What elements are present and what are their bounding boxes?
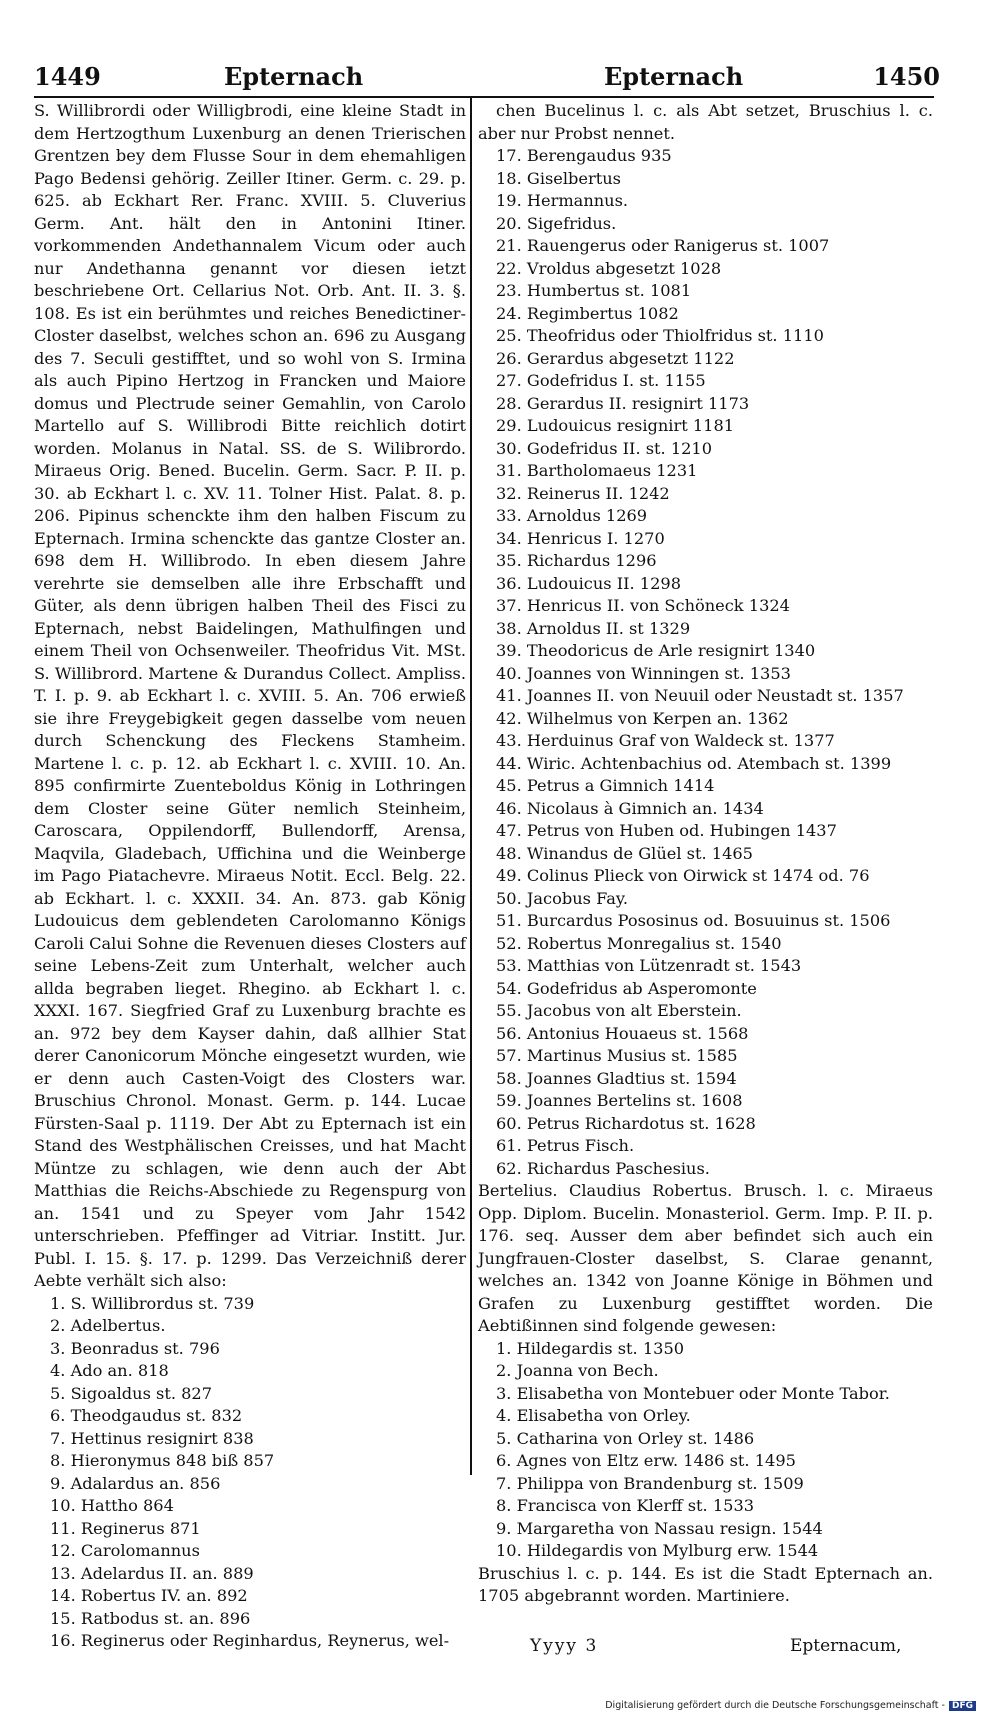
list-item: 2. Adelbertus. (50, 1316, 166, 1335)
list-item: 3. Beonradus st. 796 (50, 1338, 220, 1358)
list-item: 7. Philippa von Brandenburg st. 1509 (496, 1473, 804, 1493)
column-divider (470, 98, 472, 1475)
list-item: 23. Humbertus st. 1081 (496, 281, 692, 300)
list-item: 11. Reginerus 871 (50, 1518, 201, 1538)
page-header (34, 62, 940, 96)
list-item: 8. Hieronymus 848 biß 857 (50, 1451, 275, 1470)
list-item: 15. Ratbodus st. an. 896 (50, 1608, 251, 1628)
list-item: 13. Adelardus II. an. 889 (50, 1563, 254, 1583)
list-item: 36. Ludouicus II. 1298 (496, 573, 681, 593)
running-head-right: Epternach (604, 62, 744, 91)
list-item: 41. Joannes II. von Neuuil oder Neustadt st. 1357 (496, 686, 904, 705)
list-item: 48. Winandus de Glüel st. 1465 (496, 843, 753, 863)
list-item: 4. Ado an. 818 (50, 1361, 169, 1380)
list-item: 5. Catharina von Orley st. 1486 (496, 1428, 755, 1448)
list-item: 4. Elisabetha von Orley. (496, 1406, 691, 1425)
left-column (34, 100, 466, 1653)
list-item: 62. Richardus Paschesius. (496, 1158, 710, 1178)
list-item: 10. Hildegardis von Mylburg erw. 1544 (496, 1541, 819, 1560)
list-item: 25. Theofridus oder Thiolfridus st. 1110 (496, 326, 824, 345)
list-item: 17. Berengaudus 935 (496, 146, 672, 165)
page-number-right: 1450 (873, 62, 940, 91)
list-item: 31. Bartholomaeus 1231 (496, 461, 698, 480)
list-item: 2. Joanna von Bech. (496, 1361, 659, 1380)
list-item: 5. Sigoaldus st. 827 (50, 1383, 213, 1403)
list-item: 29. Ludouicus resignirt 1181 (496, 416, 735, 435)
list-item: 1. Hildegardis st. 1350 (496, 1338, 685, 1358)
list-item: 6. Agnes von Eltz erw. 1486 st. 1495 (496, 1451, 796, 1470)
list-item: 34. Henricus I. 1270 (496, 528, 665, 548)
list-item: 16. Reginerus oder Reginhardus, Reynerus, wel- (50, 1631, 450, 1650)
signature-mark: Yyyy 3 (530, 1636, 599, 1656)
list-item: 26. Gerardus abgesetzt 1122 (496, 348, 735, 368)
article-paragraph: S. Willibrordi oder Willigbrodi, eine kleine Stadt in dem Hertzogthum Luxenburg an denen Trierischen Grentzen bey dem Flusse Sour in dem ehemahligen Pago Bedensi gehörig. Zeiller Itiner. Germ. c. 29. p. 625. ab Eckhart Rer. Franc. XVIII. 5. Cluverius Germ. Ant. hält den in Antonini Itiner. vorkommenden Andethannalem Vicum oder auch nur Andethanna genannt vor diesen ietzt beschriebene Ort. Cellarius Not. Orb. Ant. II. 3. §. 108. Es ist ein berühmtes und reiches Benedictiner-Closter daselbst, welches schon an. 696 zu Ausgang des 7. Seculi gestifftet, und so wohl von S. Irmina als auch Pipino Hertzog in Francken und Maiore domus und Plectrude seiner Gemahlin, von Carolo Martello auf S. Willibrodi Bitte reichlich dotirt worden. Molanus in Natal. SS. de S. Wilibrordo. Miraeus Orig. Bened. Bucelin. Germ. Sacr. P. II. p. 30. ab Eckhart l. c. XV. 11. Tolner Hist. Palat. 8. p. 206. Pipinus schenckte ihm den halben Fiscum zu Epternach. Irmina schenckte das gantze Closter an. 698 dem H. Willibrodo. In eben diesem Jahre verehrte sie demselben alle ihre Erbschafft und Güter, als denn übrigen halben Theil des Fisci zu Epternach, nebst Baidelingen, Mathulfingen und einem Theil von Ochsenweiler. Theofridus Vit. MSt. S. Willibrord. Martene & Durandus Collect. Ampliss. T. I. p. 9. ab Eckhart l. c. XVIII. 5. An. 706 erwieß sie ihre Freygebigkeit gegen dasselbe vom neuen durch Schenckung des Fleckens Stamheim. Martene l. c. p. 12. ab Eckhart l. c. XVIII. 10. An. 895 confirmirte Zuenteboldus König in Lothringen dem Closter seine Güter nemlich Steinheim, Caroscara, Oppilendorff, Bullendorff, Arensa, Maqvila, Gladebach, Uffichina und die Weinberge im Pago Piatachevre. Miraeus Notit. Eccl. Belg. 22. ab Eckhart. l. c. XXXII. 34. An. 873. gab König Ludouicus dem geblendeten Carolomanno Königs Caroli Calui Sohne die Revenuen dieses Closters auf seine Lebens-Zeit zum Unterhalt, welcher auch allda begraben lieget. Rhegino. ab Eckhart l. c. XXXI. 167. Siegfried Graf zu Luxenburg brachte es an. 972 bey dem Kayser dahin, daß allhier Stat derer Canonicorum Mönche eingesetzt wurden, wie er denn auch Casten-Voigt des Closters war. Bruschius Chronol. Monast. Germ. p. 144. Lucae Fürsten-Saal p. 1119. Der Abt zu Epternach ist ein Stand des Westphälischen Creisses, und hat Macht Müntze zu schlagen, wie denn auch der Abt Matthias die Reichs-Abschiede zu Regenspurg von an. 1541 und zu Speyer vom Jahr 1542 unterschrieben. Pfeffinger ad Vitriar. Institt. Jur. Publ. I. 15. §. 17. p. 1299. Das Verzeichniß derer Aebte verhält sich also: (34, 101, 466, 1290)
list-item: 55. Jacobus von alt Eberstein. (496, 1001, 742, 1020)
list-item: 50. Jacobus Fay. (496, 888, 629, 908)
continuation-text: chen Bucelinus l. c. als Abt setzet, Bruschius l. c. aber nur Probst nennet. (478, 101, 933, 143)
list-item: 8. Francisca von Klerff st. 1533 (496, 1496, 755, 1515)
list-item: 60. Petrus Richardotus st. 1628 (496, 1113, 756, 1133)
list-item: 57. Martinus Musius st. 1585 (496, 1046, 738, 1065)
abbot-list-right (478, 145, 933, 1180)
list-item: 46. Nicolaus à Gimnich an. 1434 (496, 798, 764, 818)
list-item: 54. Godefridus ab Asperomonte (496, 978, 757, 998)
list-item: 30. Godefridus II. st. 1210 (496, 438, 713, 458)
list-item: 24. Regimbertus 1082 (496, 303, 679, 323)
list-item: 22. Vroldus abgesetzt 1028 (496, 258, 722, 278)
closing-text: Bruschius l. c. p. 144. Es ist die Stadt Epternach an. 1705 abgebrannt worden. Martiniere. (478, 1563, 933, 1605)
list-item: 21. Rauengerus oder Ranigerus st. 1007 (496, 236, 830, 255)
list-item: 42. Wilhelmus von Kerpen an. 1362 (496, 708, 789, 728)
list-item: 43. Herduinus Graf von Waldeck st. 1377 (496, 731, 835, 750)
list-item: 32. Reinerus II. 1242 (496, 483, 670, 503)
list-item: 35. Richardus 1296 (496, 551, 657, 570)
list-item: 33. Arnoldus 1269 (496, 506, 648, 525)
list-item: 7. Hettinus resignirt 838 (50, 1428, 254, 1448)
list-item: 27. Godefridus I. st. 1155 (496, 371, 706, 390)
list-item: 61. Petrus Fisch. (496, 1136, 635, 1155)
list-item: 28. Gerardus II. resignirt 1173 (496, 393, 750, 413)
catchword: Epternacum, (790, 1636, 902, 1656)
dfg-badge: DFG (949, 1701, 976, 1711)
list-item: 1. S. Willibrordus st. 739 (50, 1293, 255, 1313)
list-item: 20. Sigefridus. (496, 213, 617, 233)
list-item: 10. Hattho 864 (50, 1496, 174, 1515)
list-item: 45. Petrus a Gimnich 1414 (496, 776, 715, 795)
list-item: 53. Matthias von Lützenradt st. 1543 (496, 956, 802, 975)
header-rule (34, 96, 934, 98)
convent-paragraph: Bertelius. Claudius Robertus. Brusch. l. c. Miraeus Opp. Diplom. Bucelin. Monasteriol. Germ. Imp. P. II. p. 176. seq. Ausser dem aber befindet sich auch ein Jungfrauen-Closter daselbst, S. Clarae genannt, welches an. 1342 von Joanne Könige in Böhmen und Grafen zu Luxenburg gestifftet worden. Die Aebtißinnen sind folgende gewesen: (478, 1181, 933, 1335)
list-item: 58. Joannes Gladtius st. 1594 (496, 1068, 737, 1088)
list-item: 6. Theodgaudus st. 832 (50, 1406, 243, 1425)
list-item: 49. Colinus Plieck von Oirwick st 1474 od. 76 (496, 866, 870, 885)
list-item: 47. Petrus von Huben od. Hubingen 1437 (496, 821, 837, 840)
abbot-list-left (34, 1293, 466, 1653)
abbess-list (478, 1338, 933, 1563)
right-column (478, 100, 933, 1608)
list-item: 52. Robertus Monregalius st. 1540 (496, 933, 782, 953)
list-item: 37. Henricus II. von Schöneck 1324 (496, 596, 790, 615)
list-item: 14. Robertus IV. an. 892 (50, 1586, 248, 1605)
list-item: 9. Adalardus an. 856 (50, 1473, 221, 1493)
list-item: 40. Joannes von Winningen st. 1353 (496, 663, 791, 683)
list-item: 19. Hermannus. (496, 191, 629, 210)
credit-text: Digitalisierung gefördert durch die Deutsche Forschungsgemeinschaft - (605, 1700, 945, 1711)
list-item: 12. Carolomannus (50, 1541, 200, 1560)
list-item: 59. Joannes Bertelins st. 1608 (496, 1091, 743, 1110)
list-item: 39. Theodoricus de Arle resignirt 1340 (496, 641, 816, 660)
list-item: 56. Antonius Houaeus st. 1568 (496, 1023, 749, 1043)
list-item: 3. Elisabetha von Montebuer oder Monte Tabor. (496, 1383, 890, 1403)
digitization-credit (605, 1700, 976, 1711)
list-item: 44. Wiric. Achtenbachius od. Atembach st. 1399 (496, 753, 892, 773)
list-item: 9. Margaretha von Nassau resign. 1544 (496, 1518, 823, 1538)
running-head-left: Epternach (224, 62, 364, 91)
list-item: 18. Giselbertus (496, 168, 621, 188)
list-item: 38. Arnoldus II. st 1329 (496, 618, 691, 638)
page-number-left: 1449 (34, 62, 101, 91)
list-item: 51. Burcardus Pososinus od. Bosuuinus st. 1506 (496, 911, 891, 930)
